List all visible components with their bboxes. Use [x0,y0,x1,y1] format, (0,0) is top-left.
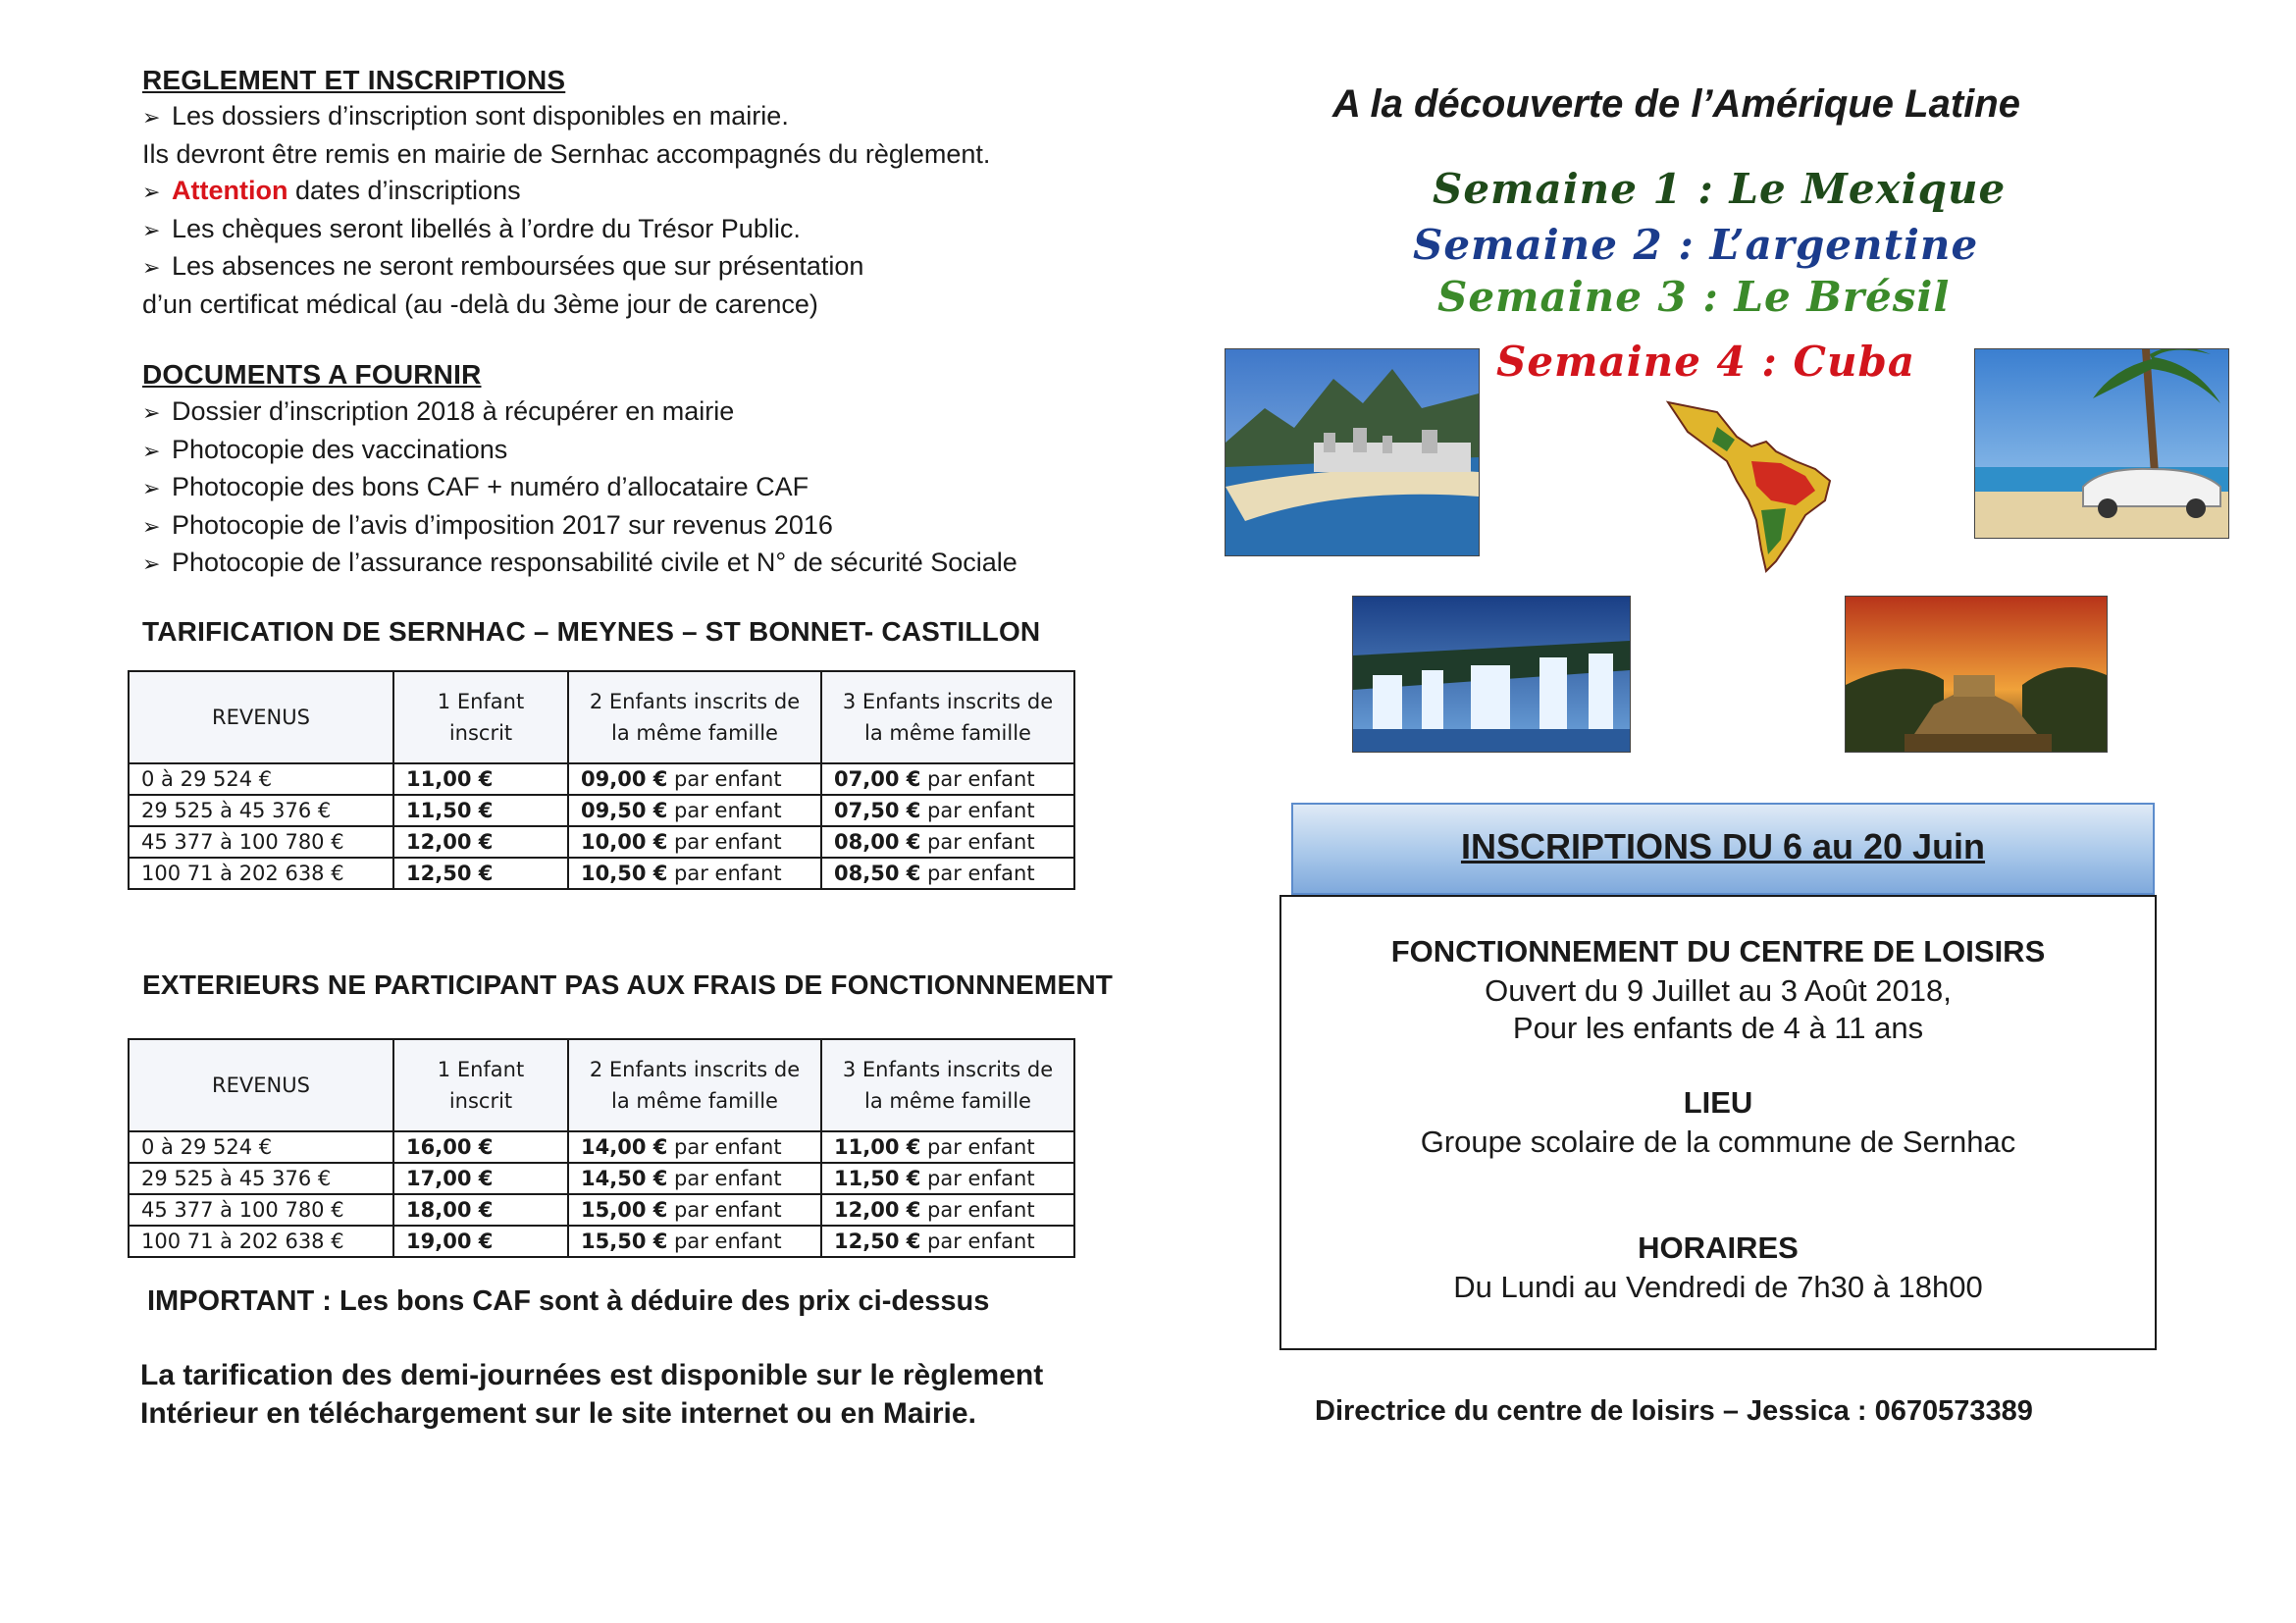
document-item: ➢ Dossier d’inscription 2018 à récupérer en mairie [142,393,1018,432]
important-note: IMPORTANT : Les bons CAF sont à déduire des prix ci-dessus [147,1285,990,1317]
reglement-list [142,98,990,323]
reglement-line: ➢ Les absences ne seront remboursées que sur présentation [142,248,990,287]
header-2-enfants: 2 Enfants inscrits de la même famille [568,1039,821,1131]
table-row: 29 525 à 45 376 € 11,50 € 09,50 € par enfant 07,50 € par enfant [129,795,1074,826]
documents-list [142,393,1018,583]
arrow-bullet-icon: ➢ [142,217,161,242]
header-revenus: REVENUS [129,671,393,763]
table-row: 100 71 à 202 638 € 19,00 € 15,50 € par enfant 12,50 € par enfant [129,1226,1074,1257]
arrow-bullet-icon: ➢ [142,105,161,130]
header-2-enfants: 2 Enfants inscrits de la même famille [568,671,821,763]
table-header-row [129,671,1074,763]
fonctionnement-line1: Ouvert du 9 Juillet au 3 Août 2018, [1485,973,1952,1008]
arrow-bullet-icon: ➢ [142,180,161,204]
fonctionnement-line2: Pour les enfants de 4 à 11 ans [1512,1011,1924,1045]
horaires-text: Du Lundi au Vendredi de 7h30 à 18h00 [1453,1270,1983,1304]
reglement-line: ➢ Les chèques seront libellés à l’ordre du Trésor Public. [142,211,990,249]
arrow-bullet-icon: ➢ [142,438,161,463]
table-row: 0 à 29 524 € 16,00 € 14,00 € par enfant 11,00 € par enfant [129,1131,1074,1163]
reglement-line: Ils devront être remis en mairie de Sernhac accompagnés du règlement. [142,138,991,169]
lieu-title: LIEU [1683,1085,1753,1120]
inscriptions-dates: INSCRIPTIONS DU 6 au 20 Juin [1460,826,1986,866]
tarif-local-table [128,670,1075,890]
main-title: A la découverte de l’Amérique Latine [1332,82,2020,126]
mayan-temple-photo [1845,596,2108,753]
info-box [1279,895,2157,1350]
arrow-bullet-icon: ➢ [142,400,161,425]
inscriptions-banner [1291,803,2155,895]
table-row: 0 à 29 524 € 11,00 € 09,00 € par enfant 07,00 € par enfant [129,763,1074,795]
rio-beach-photo [1225,348,1480,556]
semaine-1: Semaine 1 : Le Mexique [1433,165,2007,213]
semaine-4: Semaine 4 : Cuba [1496,338,1916,386]
table-row: 100 71 à 202 638 € 12,50 € 10,50 € par enfant 08,50 € par enfant [129,858,1074,889]
header-revenus: REVENUS [129,1039,393,1131]
table-row: 45 377 à 100 780 € 18,00 € 15,00 € par enfant 12,00 € par enfant [129,1194,1074,1226]
document-item: ➢ Photocopie des bons CAF + numéro d’allocataire CAF [142,469,1018,507]
table-header-row [129,1039,1074,1131]
tarif-ext-title: EXTERIEURS NE PARTICIPANT PAS AUX FRAIS DE FONCTIONNNEMENT [142,969,1114,1000]
cuba-car-photo [1974,348,2229,539]
header-3-enfants: 3 Enfants inscrits de la même famille [821,1039,1074,1131]
reglement-title: REGLEMENT ET INSCRIPTIONS [142,65,566,95]
latin-america-map [1658,393,1864,574]
arrow-bullet-icon: ➢ [142,551,161,576]
reglement-line: d’un certificat médical (au -delà du 3ème jour de carence) [142,288,818,319]
arrow-bullet-icon: ➢ [142,255,161,280]
header-3-enfants: 3 Enfants inscrits de la même famille [821,671,1074,763]
semaine-3: Semaine 3 : Le Brésil [1437,273,1951,321]
fonctionnement-title: FONCTIONNEMENT DU CENTRE DE LOISIRS [1390,934,2046,969]
director-contact: Directrice du centre de loisirs – Jessica : 0670573389 [1315,1395,2033,1427]
arrow-bullet-icon: ➢ [142,476,161,500]
lieu-text: Groupe scolaire de la commune de Sernhac [1420,1125,2016,1159]
documents-title: DOCUMENTS A FOURNIR [142,359,482,390]
horaires-title: HORAIRES [1638,1230,1799,1265]
document-item: ➢ Photocopie des vaccinations [142,432,1018,470]
document-item: ➢ Photocopie de l’avis d’imposition 2017 sur revenus 2016 [142,507,1018,546]
attention-label: Attention [172,176,288,205]
table-row: 45 377 à 100 780 € 12,00 € 10,00 € par enfant 08,00 € par enfant [129,826,1074,858]
tarif-ext-table [128,1038,1075,1258]
demi-journee-note: La tarification des demi-journées est disponible sur le règlement Intérieur en téléchargement sur le site internet ou en Mairie. [140,1359,1044,1430]
reglement-line: ➢ Les dossiers d’inscription sont disponibles en mairie. [142,98,990,136]
header-1-enfant: 1 Enfant inscrit [393,1039,568,1131]
arrow-bullet-icon: ➢ [142,513,161,539]
reglement-line: ➢ Attention dates d’inscriptions [142,173,990,211]
table-row: 29 525 à 45 376 € 17,00 € 14,50 € par enfant 11,50 € par enfant [129,1163,1074,1194]
header-1-enfant: 1 Enfant inscrit [393,671,568,763]
document-item: ➢ Photocopie de l’assurance responsabilité civile et N° de sécurité Sociale [142,545,1018,583]
tarif-local-title: TARIFICATION DE SERNHAC – MEYNES – ST BONNET- CASTILLON [142,616,1041,647]
semaine-2: Semaine 2 : L’argentine [1413,221,1979,269]
waterfall-photo [1352,596,1631,753]
